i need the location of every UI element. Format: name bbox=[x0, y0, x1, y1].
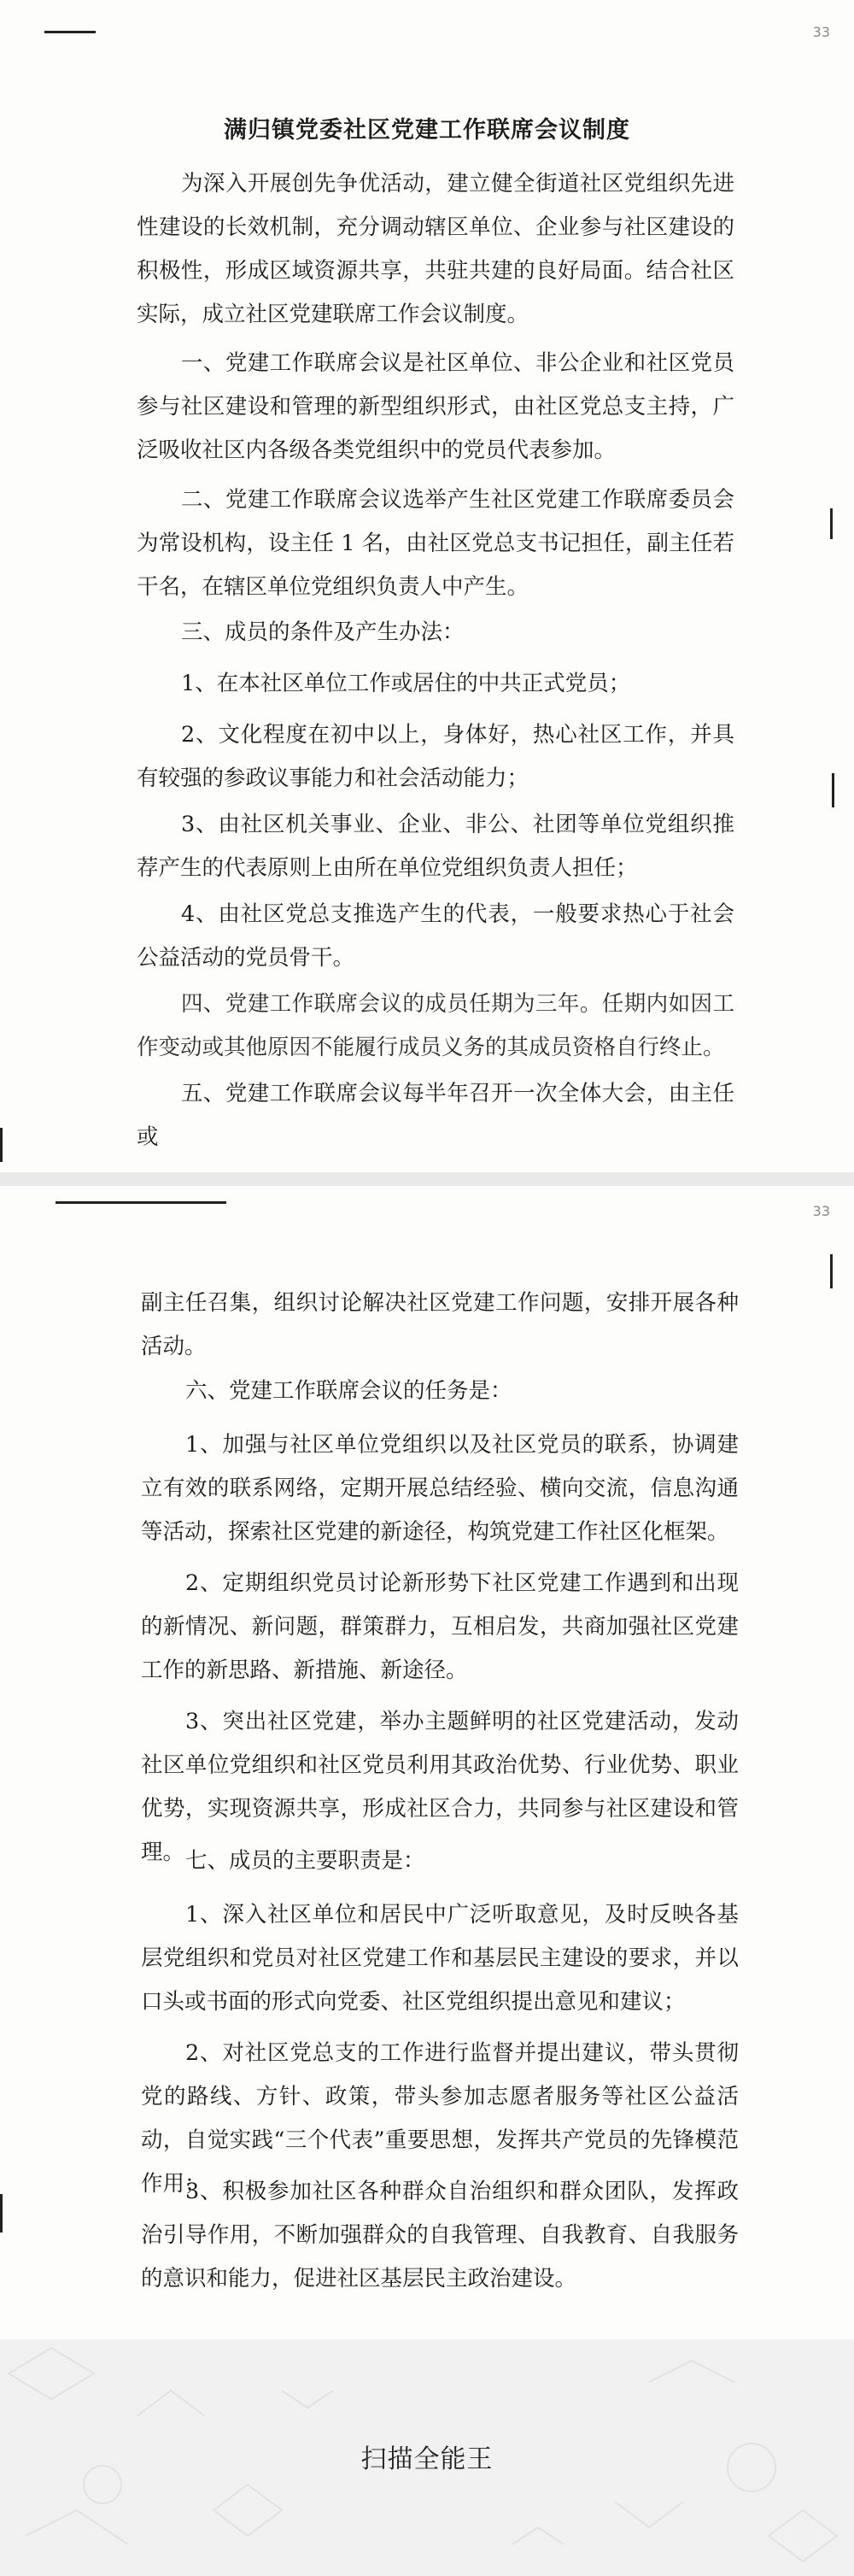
paragraph: 1、加强与社区单位党组织以及社区党员的联系，协调建立有效的联系网络，定期开展总结经验、横向交流，信息沟通等活动，探索社区党建的新途径，构筑党建工作社区化框架。 bbox=[141, 1432, 739, 1545]
paragraph: 3、突出社区党建，举办主题鲜明的社区党建活动，发动社区单位党组织和社区党员利用其政治优势、行业优势、职业优势，实现资源共享，形成社区合力，共同参与社区建设和管理。 bbox=[141, 1709, 739, 1865]
page-gap bbox=[0, 1172, 854, 1186]
scan-edge-mark bbox=[832, 773, 834, 807]
paragraph: 副主任召集，组织讨论解决社区党建工作问题，安排开展各种活动。 bbox=[141, 1290, 739, 1359]
paragraph: 七、成员的主要职责是： bbox=[185, 1848, 425, 1874]
paragraph: 四、党建工作联席会议的成员任期为三年。任期内如因工作变动或其他原因不能履行成员义务的其成员资格自行终止。 bbox=[137, 991, 734, 1060]
paragraph: 2、定期组织党员讨论新形势下社区党建工作遇到和出现的新情况、新问题，群策群力，互相启发，共商加强社区党建工作的新思路、新措施、新途径。 bbox=[141, 1570, 739, 1683]
paragraph: 2、文化程度在初中以上，身体好，热心社区工作，并具有较强的参政议事能力和社会活动能力； bbox=[137, 722, 734, 791]
scan-edge-mark bbox=[0, 1128, 3, 1162]
paragraph: 1、在本社区单位工作或居住的中共正式党员； bbox=[181, 671, 631, 696]
scanned-page-1 bbox=[0, 0, 854, 1172]
paragraph: 六、党建工作联席会议的任务是： bbox=[185, 1378, 512, 1404]
paragraph: 五、党建工作联席会议每半年召开一次全体大会，由主任或 bbox=[137, 1081, 734, 1150]
page-marker: 33 bbox=[812, 1203, 830, 1219]
paragraph: 4、由社区党总支推选产生的代表，一般要求热心于社会公益活动的党员骨干。 bbox=[137, 901, 734, 971]
scan-edge-mark bbox=[0, 2194, 3, 2233]
paragraph: 二、党建工作联席会议选举产生社区党建工作联席委员会为常设机构，设主任 1 名，由社区党总支书记担任，副主任若干名，在辖区单位党组织负责人中产生。 bbox=[137, 487, 734, 600]
paragraph: 2、对社区党总支的工作进行监督并提出建议，带头贯彻党的路线、方针、政策，带头参加志愿者服务等社区公益活动，自觉实践“三个代表”重要思想，发挥共产党员的先锋模范作用； bbox=[141, 2040, 739, 2197]
scan-edge-mark bbox=[830, 1254, 833, 1288]
page-marker: 33 bbox=[812, 24, 830, 40]
paragraph: 1、深入社区单位和居民中广泛听取意见，及时反映各基层党组织和党员对社区党建工作和基层民主建设的要求，并以口头或书面的形式向党委、社区党组织提出意见和建议； bbox=[141, 1902, 739, 2015]
paragraph: 3、积极参加社区各种群众自治组织和群众团队，发挥政治引导作用，不断加强群众的自我管理、自我教育、自我服务的意识和能力，促进社区基层民主政治建设。 bbox=[141, 2179, 739, 2291]
paragraph: 三、成员的条件及产生办法： bbox=[181, 619, 465, 645]
paragraph: 3、由社区机关事业、企业、非公、社团等单位党组织推荐产生的代表原则上由所在单位党组织负责人担任； bbox=[137, 812, 734, 881]
paragraph: 为深入开展创先争优活动，建立健全街道社区党组织先进性建设的长效机制，充分调动辖区单位、企业参与社区建设的积极性，形成区域资源共享，共驻共建的良好局面。结合社区实际，成立社区党建联席工作会议制度。 bbox=[137, 171, 734, 327]
scanned-page-2 bbox=[0, 1186, 854, 2339]
scan-edge-mark bbox=[830, 508, 833, 539]
document-title: 满归镇党委社区党建工作联席会议制度 bbox=[224, 117, 630, 144]
paragraph: 一、党建工作联席会议是社区单位、非公企业和社区党员参与社区建设和管理的新型组织形式，由社区党总支主持，广泛吸收社区内各级各类党组织中的党员代表参加。 bbox=[137, 350, 734, 463]
scan-edge-mark bbox=[44, 31, 96, 33]
app-brand-label: 扫描全能王 bbox=[360, 2444, 494, 2474]
scan-edge-mark bbox=[56, 1201, 226, 1204]
scanner-footer bbox=[0, 2339, 854, 2576]
